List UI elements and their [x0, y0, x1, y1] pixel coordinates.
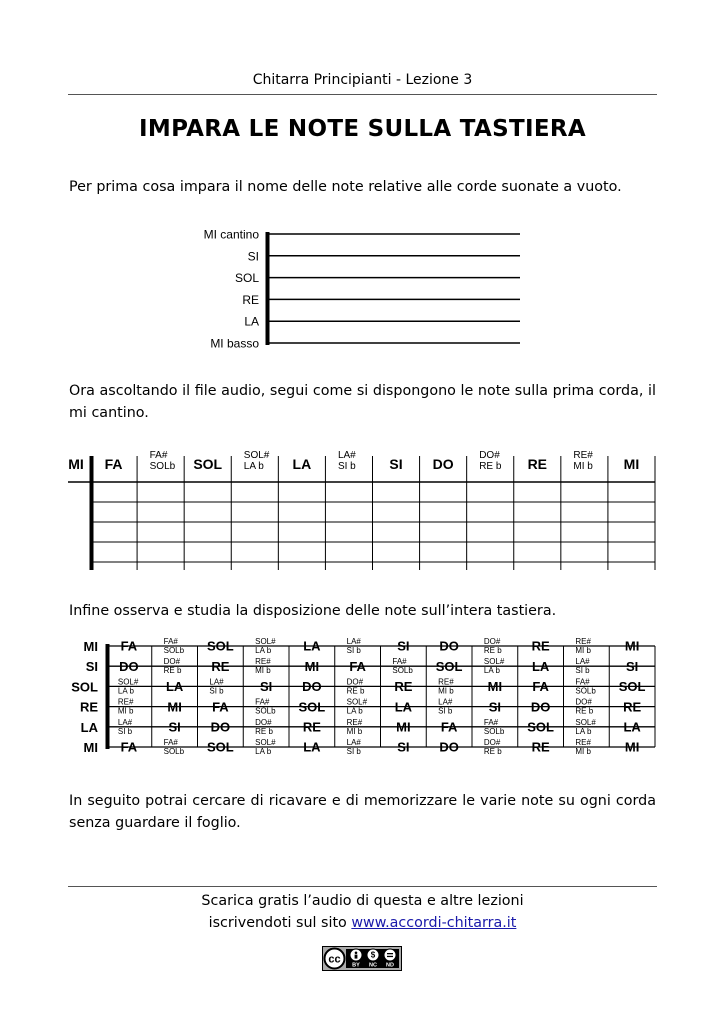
note-sol: SOL [207, 638, 234, 654]
string-open-mi: MI [83, 639, 98, 654]
note-re-b: RE b [483, 646, 502, 655]
note-la-b: LA b [255, 646, 272, 655]
note-do-sharp: DO# [575, 697, 592, 707]
note-re: RE [394, 679, 413, 695]
note-si-b: SI b [209, 686, 224, 696]
note-fa: FA [104, 456, 123, 473]
string-open-re: RE [79, 699, 98, 715]
note-sol: SOL [193, 456, 223, 473]
note-mi-b: MI b [438, 686, 454, 696]
note-fa-sharp: FA# [163, 637, 178, 646]
note-fa: FA [440, 719, 458, 735]
note-fa-sharp: FA# [149, 450, 168, 461]
note-si: SI [488, 699, 502, 715]
note-solb: SOLb [392, 666, 413, 676]
note-la-b: LA b [346, 706, 363, 716]
note-do: DO [530, 699, 551, 715]
open-string-label-sol: SOL [234, 271, 259, 286]
nd-equals-icon [384, 949, 396, 961]
note-si-b: SI b [337, 461, 356, 472]
note-re-b: RE b [346, 686, 365, 696]
note-la: LA [165, 679, 184, 695]
note-sol-sharp: SOL# [346, 697, 368, 707]
note-re-sharp: RE# [573, 450, 593, 461]
note-do-sharp: DO# [483, 637, 501, 646]
note-fa-sharp: FA# [575, 677, 590, 687]
open-string-label-re: RE [242, 292, 259, 307]
note-mi-b: MI b [575, 646, 591, 655]
equals-top-shape [387, 953, 393, 954]
full-fretboard-diagram [62, 634, 662, 760]
note-sol: SOL [618, 679, 646, 695]
note-fa: FA [349, 658, 366, 674]
note-re-sharp: RE# [255, 657, 271, 667]
note-fa: FA [120, 638, 138, 654]
note-do: DO [439, 638, 459, 654]
note-re: RE [211, 658, 230, 674]
license-badge-by: BY [352, 962, 360, 969]
note-sol-sharp: SOL# [255, 637, 276, 646]
note-do-sharp: DO# [163, 657, 181, 667]
note-sol: SOL [298, 699, 326, 715]
note-re: RE [527, 456, 548, 473]
note-la-b: LA b [575, 726, 592, 736]
open-strings-diagram [190, 222, 530, 352]
open-string-label-si: SI [247, 249, 259, 264]
note-mi: MI [623, 456, 640, 473]
footer [68, 890, 657, 934]
note-fa: FA [120, 739, 138, 755]
person-body-shape [355, 955, 358, 959]
note-re-sharp: RE# [346, 717, 363, 727]
open-string-label-mi-cantino: MI cantino [203, 227, 259, 242]
note-la-b: LA b [483, 666, 500, 676]
note-sol-sharp: SOL# [243, 450, 270, 461]
license-badge-nc: NC [369, 962, 377, 969]
note-fa: FA [212, 699, 229, 715]
note-la-sharp: LA# [438, 697, 453, 707]
note-re: RE [531, 739, 550, 755]
note-mi-b: MI b [573, 461, 593, 472]
note-la: LA [531, 658, 550, 674]
note-fa-sharp: FA# [255, 697, 270, 707]
note-la: LA [394, 699, 413, 715]
string-open-mi: MI [83, 740, 98, 755]
note-la: LA [303, 638, 321, 654]
open-string-label-la: LA [244, 314, 259, 329]
note-la: LA [623, 719, 641, 735]
note-fa-sharp: FA# [483, 717, 499, 727]
note-re-b: RE b [479, 461, 502, 472]
note-re: RE [531, 638, 550, 654]
note-si: SI [259, 679, 273, 695]
note-re: RE [302, 719, 321, 735]
note-sol: SOL [207, 739, 234, 755]
header-divider [68, 94, 657, 95]
note-la-b: LA b [255, 747, 272, 756]
note-si: SI [397, 739, 410, 755]
note-mi-b: MI b [117, 706, 134, 716]
note-re-sharp: RE# [575, 738, 591, 747]
note-mi: MI [396, 719, 411, 735]
note-si-b: SI b [117, 726, 133, 736]
note-mi: MI [624, 739, 640, 755]
note-fa-sharp: FA# [392, 657, 407, 667]
note-mi-b: MI b [255, 666, 271, 676]
note-solb: SOLb [575, 686, 596, 696]
note-sol: SOL [435, 658, 463, 674]
note-la-sharp: LA# [209, 677, 224, 687]
license-badge-nd: ND [386, 962, 394, 969]
note-si: SI [168, 719, 181, 735]
note-si: SI [397, 638, 410, 654]
note-la: LA [303, 739, 321, 755]
note-mi: MI [487, 679, 503, 695]
intro-paragraph: Per prima cosa impara il nome delle note relative alle corde suonate a vuoto. [69, 179, 622, 195]
note-la-sharp: LA# [337, 450, 356, 461]
note-si-b: SI b [575, 666, 590, 676]
note-la-sharp: LA# [346, 738, 361, 747]
note-re-b: RE b [255, 726, 273, 736]
note-sol: SOL [527, 719, 554, 735]
note-sol-sharp: SOL# [575, 717, 596, 727]
creative-commons-badge [322, 946, 402, 971]
note-si-b: SI b [346, 747, 361, 756]
string-open-la: LA [80, 719, 98, 735]
equals-bottom-shape [387, 956, 393, 957]
note-do-sharp: DO# [479, 450, 500, 461]
note-do-sharp: DO# [255, 717, 272, 727]
note-la: LA [292, 456, 312, 473]
note-re-b: RE b [483, 747, 502, 756]
note-sol-sharp: SOL# [255, 738, 276, 747]
closing-paragraph: In seguito potrai cercare di ricavare e di memorizzare le varie note su ogni corda senza guardare il foglio. [69, 793, 656, 831]
note-do: DO [439, 739, 459, 755]
note-la-sharp: LA# [346, 637, 361, 646]
note-re-b: RE b [575, 706, 594, 716]
note-solb: SOLb [255, 706, 276, 716]
dollar-glyph: $ [370, 950, 376, 960]
note-mi: MI [624, 638, 640, 654]
note-re-sharp: RE# [438, 677, 454, 687]
first-string-diagram [62, 446, 662, 570]
note-do: DO [210, 719, 231, 735]
document-header: Chitarra Principianti - Lezione 3 [252, 72, 473, 88]
footer-line-2 [68, 912, 657, 934]
note-si: SI [625, 658, 639, 674]
note-do: DO [119, 658, 139, 674]
note-re: RE [623, 699, 642, 715]
first-string-paragraph: Ora ascoltando il file audio, segui come si dispongono le note sulla prima corda, il mi cantino. [69, 383, 656, 421]
note-sol-sharp: SOL# [117, 677, 139, 687]
footer-divider [68, 886, 657, 887]
page-title: IMPARA LE NOTE SULLA TASTIERA [139, 116, 586, 142]
note-mi: MI [167, 699, 182, 715]
note-do-sharp: DO# [346, 677, 364, 687]
note-la-b: LA b [243, 461, 264, 472]
note-fa-sharp: FA# [163, 738, 178, 747]
note-mi-b: MI b [346, 726, 363, 736]
footer-line-2-text: iscrivendoti sul sito [208, 915, 352, 931]
footer-line-1: Scarica gratis l’audio di questa e altre lezioni [201, 893, 524, 909]
note-do-sharp: DO# [483, 738, 501, 747]
fretboard-paragraph: Infine osserva e studia la disposizione delle note sull’intera tastiera. [69, 603, 557, 619]
string-open-si: SI [85, 659, 98, 675]
note-solb: SOLb [149, 461, 176, 472]
note-fa: FA [532, 679, 549, 695]
note-la-sharp: LA# [117, 717, 133, 727]
note-re-sharp: RE# [117, 697, 134, 707]
note-do: DO [302, 679, 322, 695]
note-mi: MI [68, 456, 84, 472]
open-string-label-mi-basso: MI basso [210, 336, 259, 351]
note-si-b: SI b [438, 706, 453, 716]
note-mi: MI [304, 658, 320, 674]
note-sol-sharp: SOL# [483, 657, 505, 667]
note-solb: SOLb [483, 726, 505, 736]
note-re-sharp: RE# [575, 637, 591, 646]
note-si-b: SI b [346, 646, 361, 655]
note-solb: SOLb [163, 747, 185, 756]
note-si: SI [389, 456, 403, 473]
cc-logo-text: cc [328, 953, 341, 966]
string-open-sol: SOL [71, 679, 98, 695]
note-re-b: RE b [163, 666, 182, 676]
site-link[interactable]: www.accordi-chitarra.it [351, 915, 517, 931]
note-mi-b: MI b [575, 747, 591, 756]
person-head-shape [355, 952, 358, 955]
note-la-sharp: LA# [575, 657, 590, 667]
note-solb: SOLb [163, 646, 185, 655]
note-la-b: LA b [117, 686, 134, 696]
note-do: DO [432, 456, 454, 473]
